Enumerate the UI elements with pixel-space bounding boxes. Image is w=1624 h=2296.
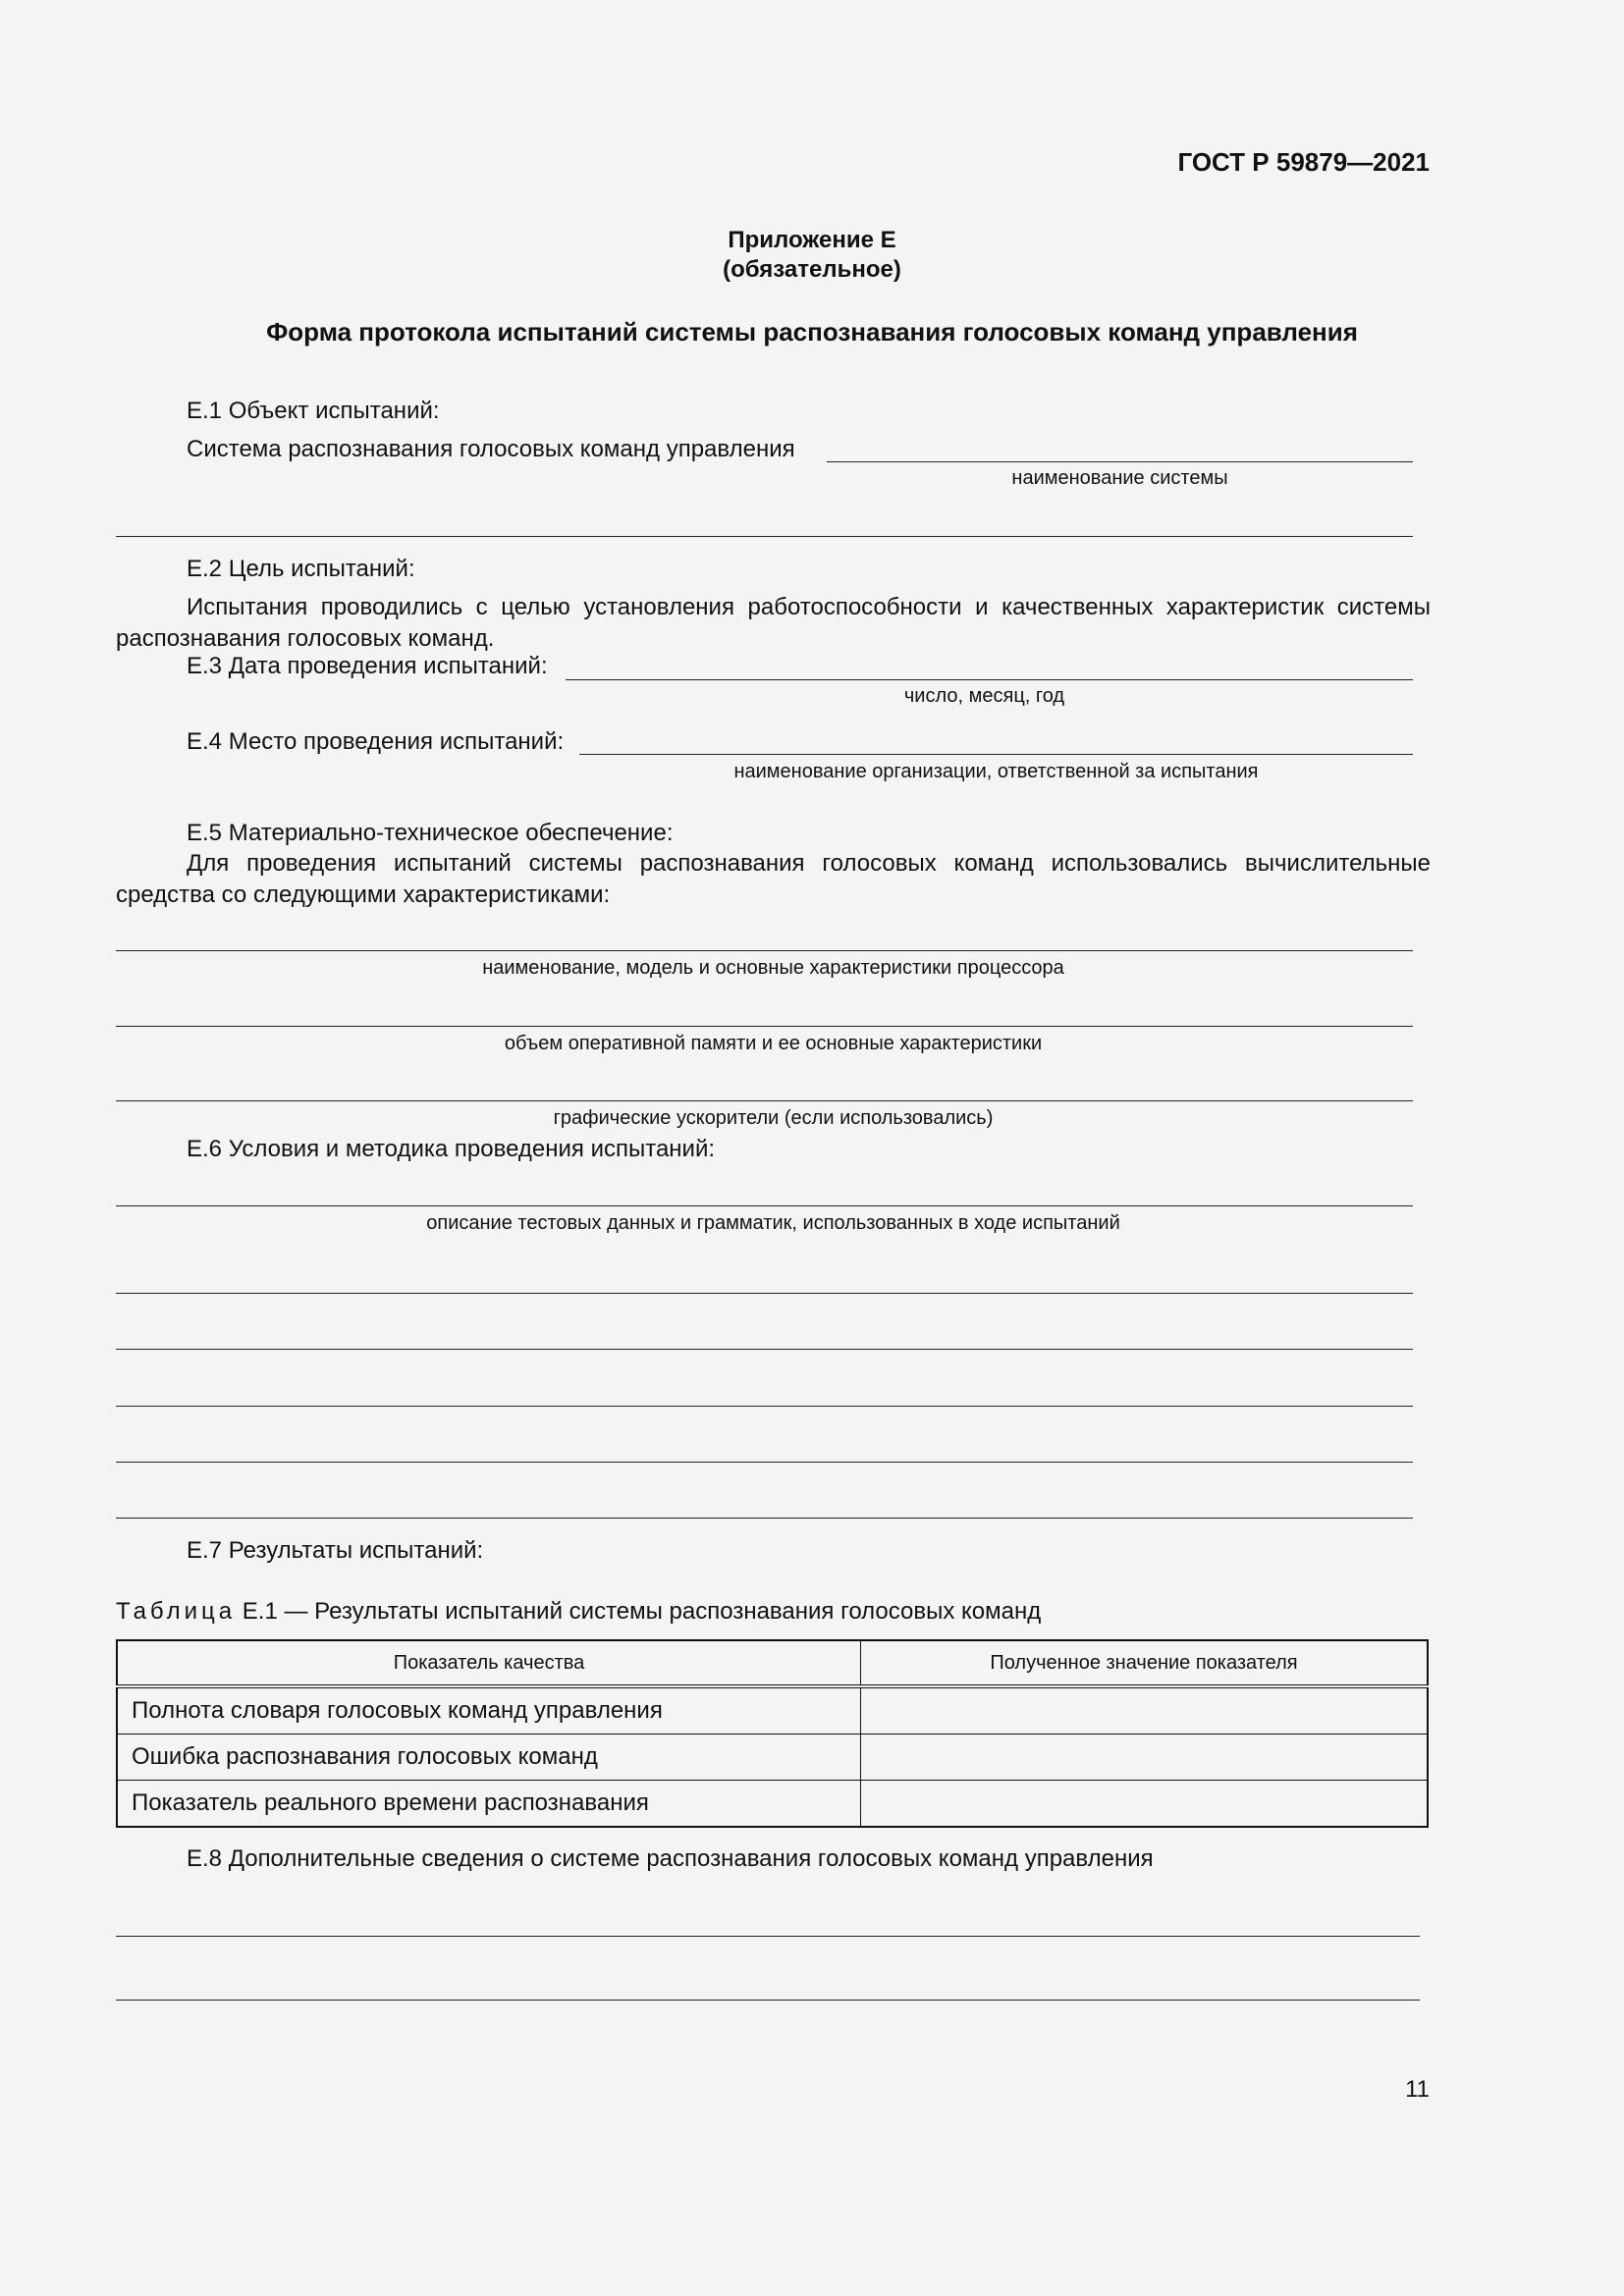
e5-text: Для проведения испытаний системы распознавания голосовых команд использовались вычислительные средства со следующими характеристиками:: [116, 850, 1431, 908]
e6-line-2[interactable]: [116, 1349, 1413, 1350]
e5-cpu-caption: наименование, модель и основные характеристики процессора: [482, 957, 1064, 979]
e4-caption: наименование организации, ответственной за испытания: [733, 761, 1259, 782]
e5-ram-caption: объем оперативной памяти и ее основные характеристики: [504, 1033, 1043, 1054]
e3-label: Е.3 Дата проведения испытаний:: [187, 653, 548, 679]
results-table: [116, 1639, 1429, 1828]
table-caption: [116, 1598, 1041, 1626]
e8-heading: Е.8 Дополнительные сведения о системе распознавания голосовых команд управления: [187, 1845, 1154, 1872]
e8-line-1[interactable]: [116, 1936, 1420, 1937]
e6-line-4[interactable]: [116, 1462, 1413, 1463]
e6-caption: описание тестовых данных и грамматик, использованных в ходе испытаний: [426, 1212, 1120, 1234]
e4-label: Е.4 Место проведения испытаний:: [187, 728, 565, 755]
e7-heading: Е.7 Результаты испытаний:: [187, 1537, 484, 1564]
table-cell-value[interactable]: [861, 1686, 1429, 1735]
table-row: [117, 1781, 1428, 1828]
e5-gpu-field[interactable]: [116, 1100, 1413, 1101]
table-cell-value[interactable]: [861, 1735, 1429, 1781]
appendix-heading: [0, 226, 1624, 285]
e3-caption: число, месяц, год: [903, 685, 1065, 707]
e1-system-name-field[interactable]: [827, 461, 1413, 462]
table-cell-indicator: Ошибка распознавания голосовых команд: [117, 1735, 861, 1781]
e6-line-3[interactable]: [116, 1406, 1413, 1407]
e5-gpu-caption: графические ускорители (если использовались): [553, 1107, 994, 1129]
e5-cpu-field[interactable]: [116, 950, 1413, 951]
e1-caption: наименование системы: [1011, 467, 1228, 489]
e6-field[interactable]: [116, 1205, 1413, 1206]
e3-date-field[interactable]: [566, 679, 1413, 680]
appendix-status: (обязательное): [723, 256, 901, 283]
page-number: 11: [1405, 2076, 1430, 2103]
appendix-label: Приложение Е: [728, 227, 896, 253]
e1-extra-line[interactable]: [116, 536, 1413, 537]
e8-line-2[interactable]: [116, 2000, 1420, 2001]
table-row: [117, 1735, 1428, 1781]
e2-text: Испытания проводились с целью установления работоспособности и качественных характеристик системы распознавания голосовых команд.: [116, 594, 1431, 652]
e6-line-5[interactable]: [116, 1518, 1413, 1519]
page-title: Форма протокола испытаний системы распознавания голосовых команд управления: [266, 317, 1358, 347]
table-cell-indicator: Показатель реального времени распознавания: [117, 1781, 861, 1828]
e1-heading: Е.1 Объект испытаний:: [187, 398, 440, 424]
table-cell-indicator: Полнота словаря голосовых команд управления: [117, 1686, 861, 1735]
table-cell-value[interactable]: [861, 1781, 1429, 1828]
table-row: [117, 1686, 1428, 1735]
document-code: ГОСТ Р 59879—2021: [1177, 147, 1430, 177]
e6-heading: Е.6 Условия и методика проведения испытаний:: [187, 1136, 716, 1162]
e6-line-1[interactable]: [116, 1293, 1413, 1294]
table-caption-prefix: Таблица: [116, 1598, 237, 1625]
table-header-indicator: Показатель качества: [117, 1640, 861, 1686]
e2-heading: Е.2 Цель испытаний:: [187, 556, 415, 582]
e1-field-label: Система распознавания голосовых команд управления: [187, 436, 795, 462]
e5-ram-field[interactable]: [116, 1026, 1413, 1027]
e5-heading: Е.5 Материально-техническое обеспечение:: [187, 820, 674, 846]
table-header-row: [117, 1640, 1428, 1686]
e4-place-field[interactable]: [579, 754, 1413, 755]
table-header-value: Полученное значение показателя: [861, 1640, 1429, 1686]
table-caption-text: Е.1 — Результаты испытаний системы распознавания голосовых команд: [242, 1598, 1042, 1625]
